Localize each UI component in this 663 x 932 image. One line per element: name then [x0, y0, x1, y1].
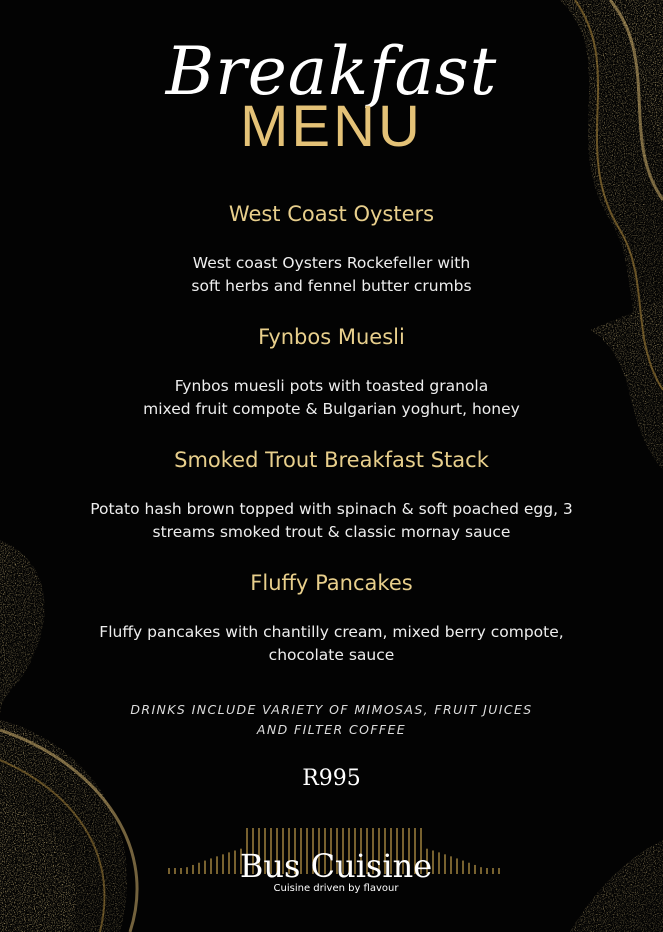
item-description-line: West coast Oysters Rockefeller with [192, 254, 471, 272]
drinks-note-line: AND FILTER COFFEE [256, 722, 407, 737]
menu-title: MENU [240, 94, 423, 159]
item-description-line: Fluffy pancakes with chantilly cream, mixed berry compote, [99, 623, 564, 641]
item-description-line: chocolate sauce [268, 646, 395, 664]
item-name: Fynbos Muesli [258, 325, 405, 349]
price: R995 [302, 766, 361, 791]
item-name: Smoked Trout Breakfast Stack [174, 448, 489, 472]
item-description-line: streams smoked trout & classic mornay sauce [152, 523, 511, 541]
script-title: Breakfast [165, 33, 498, 110]
drinks-note-line: DRINKS INCLUDE VARIETY OF MIMOSAS, FRUIT JUICES [130, 702, 533, 717]
bus-cuisine-logo [163, 816, 509, 896]
logo-tagline: Cuisine driven by flavour [273, 883, 399, 894]
item-description-line: soft herbs and fennel butter crumbs [191, 277, 472, 295]
item-name: West Coast Oysters [228, 202, 435, 226]
item-description-line: Fynbos muesli pots with toasted granola [174, 377, 489, 395]
item-name: Fluffy Pancakes [250, 571, 413, 595]
item-description-line: Potato hash brown topped with spinach & soft poached egg, 3 [90, 500, 573, 518]
logo-name: Bus Cuisine [239, 847, 433, 885]
item-description-line: mixed fruit compote & Bulgarian yoghurt, honey [143, 400, 520, 418]
